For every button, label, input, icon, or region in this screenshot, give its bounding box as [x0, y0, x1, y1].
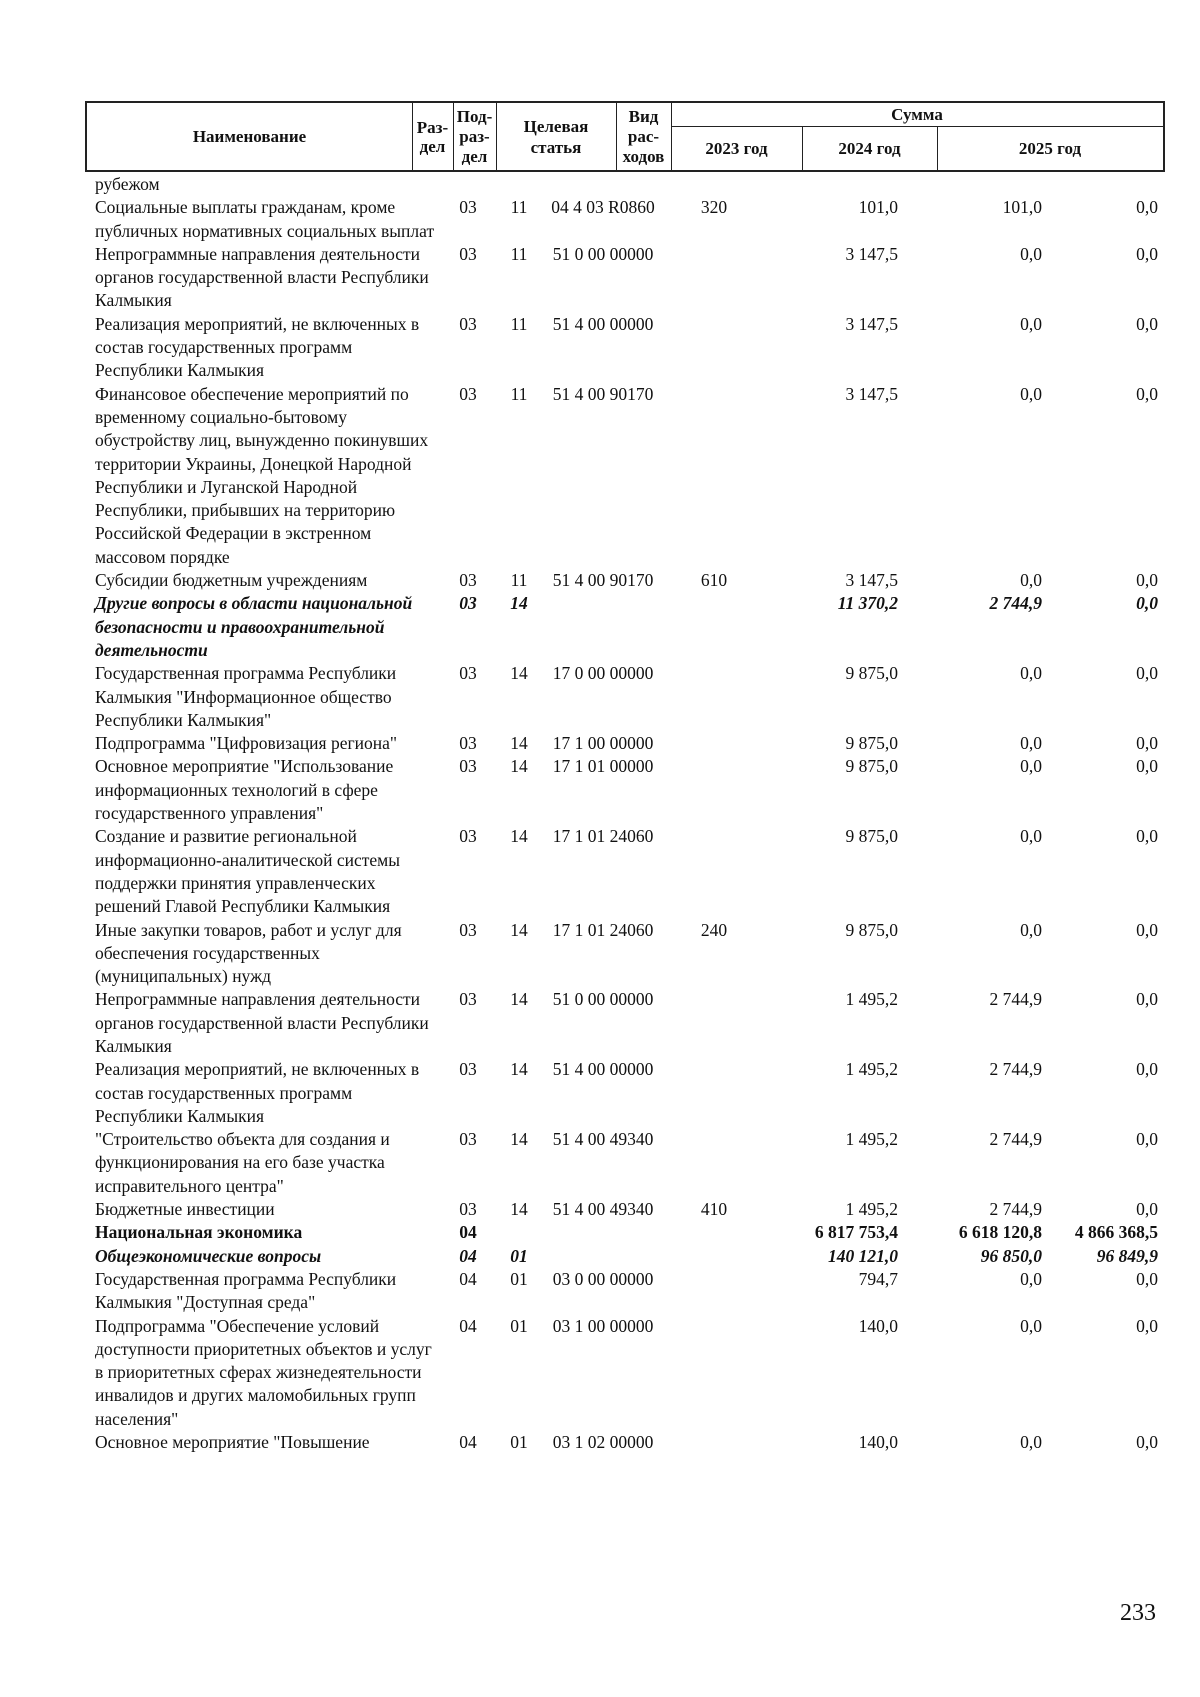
row-name: Основное мероприятие "Использование информационных технологий в сфере государственного управления"	[95, 756, 394, 824]
row-y2025: 0,0	[1136, 663, 1158, 684]
row-razdel: 03	[459, 383, 477, 404]
header-2023: 2023 год	[705, 138, 768, 158]
row-y2024: 0,0	[1020, 570, 1042, 591]
row-celevaya: 04 4 03 R0860	[551, 197, 655, 218]
row-razdel: 04	[459, 1268, 477, 1289]
row-podrazdel: 11	[510, 570, 528, 591]
row-name: Общеэкономические вопросы	[95, 1245, 322, 1266]
row-y2023: 9 875,0	[845, 733, 898, 754]
row-name: Непрограммные направления деятельности органов государственной власти Республики Калмыкия	[95, 989, 429, 1056]
row-y2024: 2 744,9	[989, 989, 1042, 1010]
row-name: Создание и развитие региональной информационно-аналитической системы поддержки принятия управленческих решений Главой Республики Калмыкия	[95, 826, 401, 917]
row-y2024: 2 744,9	[989, 1199, 1042, 1220]
row-y2024: 0,0	[1020, 826, 1042, 847]
row-celevaya: 03 0 00 00000	[552, 1268, 654, 1289]
row-y2024: 0,0	[1020, 1432, 1042, 1453]
row-y2023: 3 147,5	[845, 243, 898, 264]
row-podrazdel: 14	[510, 593, 528, 614]
row-y2024: 2 744,9	[989, 1059, 1042, 1080]
row-podrazdel: 14	[510, 1059, 528, 1080]
row-y2024: 6 618 120,8	[958, 1222, 1042, 1243]
row-celevaya: 03 1 00 00000	[552, 1315, 654, 1336]
page-number: 233	[1120, 1600, 1156, 1626]
row-podrazdel: 14	[510, 826, 528, 847]
row-y2025: 96 849,9	[1096, 1245, 1158, 1266]
table-row	[85, 1268, 1165, 1315]
row-y2025: 0,0	[1136, 1199, 1158, 1220]
row-y2024: 96 850,0	[980, 1245, 1042, 1266]
table-row	[85, 825, 1165, 918]
row-y2023: 140,0	[858, 1315, 898, 1336]
row-y2024: 0,0	[1020, 1315, 1042, 1336]
table-row	[85, 1221, 1165, 1244]
row-name: Подпрограмма "Обеспечение условий доступности приоритетных объектов и услуг в приоритетных сферах жизнедеятельности инвалидов и других маломобильных групп населения"	[95, 1315, 432, 1429]
row-razdel: 04	[459, 1315, 477, 1336]
row-vid: 240	[700, 919, 728, 940]
table-row	[85, 196, 1165, 243]
row-y2023: 1 495,2	[845, 1129, 898, 1150]
table-row	[85, 1198, 1165, 1221]
row-podrazdel: 01	[510, 1432, 528, 1453]
row-y2023: 3 147,5	[845, 570, 898, 591]
header-2024: 2024 год	[838, 138, 901, 158]
row-razdel: 03	[459, 197, 477, 218]
table-row	[85, 243, 1165, 313]
table-row	[85, 988, 1165, 1058]
row-name: Финансовое обеспечение мероприятий по временному социально-бытовому обустройству лиц, вынужденно покинувших территории Украины, Донецкой Народной Республики и Луганской Народной Республики, прибывших на территорию Российской Федерации в экстренном массовом порядке	[95, 383, 429, 567]
row-y2023: 3 147,5	[845, 313, 898, 334]
row-name: Основное мероприятие "Повышение	[95, 1432, 370, 1453]
row-celevaya: 17 0 00 00000	[552, 663, 654, 684]
row-celevaya: 51 4 00 49340	[552, 1199, 654, 1220]
row-podrazdel: 11	[510, 383, 528, 404]
row-podrazdel: 01	[510, 1268, 528, 1289]
table-header	[85, 101, 1165, 172]
row-y2025: 0,0	[1136, 243, 1158, 264]
row-razdel: 03	[459, 1129, 477, 1150]
row-podrazdel: 11	[510, 243, 528, 264]
row-y2025: 0,0	[1136, 1432, 1158, 1453]
table-row	[85, 383, 1165, 569]
row-y2025: 0,0	[1136, 756, 1158, 777]
row-razdel: 03	[459, 989, 477, 1010]
table-row	[85, 662, 1165, 732]
row-y2024: 101,0	[1002, 197, 1042, 218]
row-razdel: 03	[459, 313, 477, 334]
row-name: Социальные выплаты гражданам, кроме публичных нормативных социальных выплат	[95, 197, 435, 241]
row-name: "Строительство объекта для создания и функционирования на его базе участка исправительного центра"	[95, 1129, 390, 1196]
row-podrazdel: 11	[510, 197, 528, 218]
row-vid: 320	[700, 197, 728, 218]
row-razdel: 03	[459, 756, 477, 777]
table-row	[85, 173, 1165, 196]
row-celevaya: 51 4 00 00000	[552, 313, 654, 334]
table-row	[85, 919, 1165, 989]
row-y2025: 0,0	[1136, 197, 1158, 218]
row-celevaya: 51 0 00 00000	[552, 243, 654, 264]
row-y2025: 0,0	[1136, 919, 1158, 940]
table-row	[85, 1431, 1165, 1454]
row-y2024: 0,0	[1020, 313, 1042, 334]
row-y2025: 0,0	[1136, 570, 1158, 591]
row-name: Бюджетные инвестиции	[95, 1199, 275, 1220]
row-y2024: 2 744,9	[989, 1129, 1042, 1150]
row-razdel: 03	[459, 919, 477, 940]
row-celevaya: 51 4 00 00000	[552, 1059, 654, 1080]
row-podrazdel: 11	[510, 313, 528, 334]
table-row	[85, 1315, 1165, 1431]
table-row	[85, 755, 1165, 825]
row-y2023: 6 817 753,4	[814, 1222, 898, 1243]
row-y2023: 3 147,5	[845, 383, 898, 404]
row-name: Реализация мероприятий, не включенных в состав государственных программ Республики Калмыкия	[95, 313, 420, 381]
row-podrazdel: 01	[510, 1315, 528, 1336]
row-y2025: 0,0	[1136, 826, 1158, 847]
table-row	[85, 1245, 1165, 1268]
row-y2023: 101,0	[858, 197, 898, 218]
row-razdel: 03	[459, 733, 477, 754]
row-y2024: 0,0	[1020, 919, 1042, 940]
row-podrazdel: 14	[510, 756, 528, 777]
row-podrazdel: 01	[510, 1245, 528, 1266]
row-y2024: 0,0	[1020, 1268, 1042, 1289]
row-y2024: 0,0	[1020, 733, 1042, 754]
row-y2025: 0,0	[1136, 1059, 1158, 1080]
row-vid: 410	[700, 1199, 728, 1220]
row-podrazdel: 14	[510, 733, 528, 754]
row-razdel: 03	[459, 1059, 477, 1080]
row-y2024: 0,0	[1020, 243, 1042, 264]
row-y2025: 0,0	[1136, 733, 1158, 754]
row-razdel: 03	[459, 243, 477, 264]
table-row	[85, 1128, 1165, 1198]
row-name: Иные закупки товаров, работ и услуг для обеспечения государственных (муниципальных) нужд	[95, 919, 402, 987]
row-razdel: 03	[459, 593, 477, 614]
row-y2023: 1 495,2	[845, 1059, 898, 1080]
row-celevaya: 17 1 01 24060	[552, 919, 654, 940]
row-name: Непрограммные направления деятельности органов государственной власти Республики Калмыкия	[95, 243, 429, 311]
row-y2025: 4 866 368,5	[1074, 1222, 1158, 1243]
row-y2023: 9 875,0	[845, 919, 898, 940]
row-razdel: 03	[459, 570, 477, 591]
row-y2023: 794,7	[858, 1268, 898, 1289]
row-podrazdel: 14	[510, 1199, 528, 1220]
row-name: Государственная программа Республики Калмыкия "Доступная среда"	[95, 1268, 397, 1313]
row-y2023: 140,0	[858, 1432, 898, 1453]
row-podrazdel: 14	[510, 1129, 528, 1150]
table-row	[85, 569, 1165, 592]
row-celevaya: 51 4 00 90170	[552, 383, 654, 404]
row-y2025: 0,0	[1136, 1268, 1158, 1289]
row-razdel: 03	[459, 1199, 477, 1220]
row-y2023: 140 121,0	[828, 1245, 898, 1266]
row-y2023: 1 495,2	[845, 989, 898, 1010]
row-name: рубежом	[95, 174, 160, 194]
row-podrazdel: 14	[510, 989, 528, 1010]
row-name: Реализация мероприятий, не включенных в состав государственных программ Республики Калмыкия	[95, 1059, 420, 1126]
row-y2024: 2 744,9	[989, 593, 1042, 614]
header-summa: Сумма	[891, 105, 943, 124]
row-y2024: 0,0	[1020, 663, 1042, 684]
row-razdel: 04	[459, 1432, 477, 1453]
row-razdel: 03	[459, 826, 477, 847]
row-celevaya: 17 1 01 00000	[552, 756, 654, 777]
row-y2023: 9 875,0	[845, 756, 898, 777]
row-razdel: 04	[459, 1245, 477, 1266]
row-celevaya: 51 0 00 00000	[552, 989, 654, 1010]
row-name: Государственная программа Республики Калмыкия "Информационное общество Республики Калмыкия"	[95, 663, 397, 730]
table-row	[85, 732, 1165, 755]
row-razdel: 03	[459, 663, 477, 684]
row-y2025: 0,0	[1136, 313, 1158, 334]
table-row	[85, 313, 1165, 383]
header-podrazdel: Под- раз- дел	[456, 106, 493, 166]
row-y2025: 0,0	[1136, 1315, 1158, 1336]
row-y2023: 11 370,2	[837, 593, 898, 614]
row-y2023: 9 875,0	[845, 663, 898, 684]
table-body	[85, 173, 1165, 1454]
row-vid: 610	[700, 570, 728, 591]
row-celevaya: 17 1 00 00000	[552, 733, 654, 754]
row-razdel: 04	[459, 1222, 477, 1243]
row-podrazdel: 14	[510, 663, 528, 684]
row-podrazdel: 14	[510, 919, 528, 940]
header-2025: 2025 год	[1018, 138, 1082, 158]
row-y2023: 9 875,0	[845, 826, 898, 847]
row-y2024: 0,0	[1020, 756, 1042, 777]
row-celevaya: 51 4 00 49340	[552, 1129, 654, 1150]
header-razdel: Раз- дел	[416, 117, 449, 156]
header-name: Наименование	[192, 127, 307, 146]
row-y2025: 0,0	[1136, 383, 1158, 404]
table-row	[85, 592, 1165, 662]
row-name: Подпрограмма "Цифровизация региона"	[95, 733, 398, 754]
row-y2024: 0,0	[1020, 383, 1042, 404]
row-y2023: 1 495,2	[845, 1199, 898, 1220]
header-celevaya: Целевая статья	[523, 116, 589, 157]
row-celevaya: 17 1 01 24060	[552, 826, 654, 847]
header-vid: Вид рас- ходов	[622, 106, 665, 166]
table-row	[85, 1058, 1165, 1128]
row-name: Субсидии бюджетным учреждениям	[95, 570, 368, 591]
row-celevaya: 03 1 02 00000	[552, 1432, 654, 1453]
row-y2025: 0,0	[1136, 593, 1158, 614]
row-y2025: 0,0	[1136, 989, 1158, 1010]
row-name: Национальная экономика	[95, 1222, 303, 1243]
row-name: Другие вопросы в области национальной безопасности и правоохранительной деятельности	[95, 593, 413, 660]
row-celevaya: 51 4 00 90170	[552, 570, 654, 591]
row-y2025: 0,0	[1136, 1129, 1158, 1150]
